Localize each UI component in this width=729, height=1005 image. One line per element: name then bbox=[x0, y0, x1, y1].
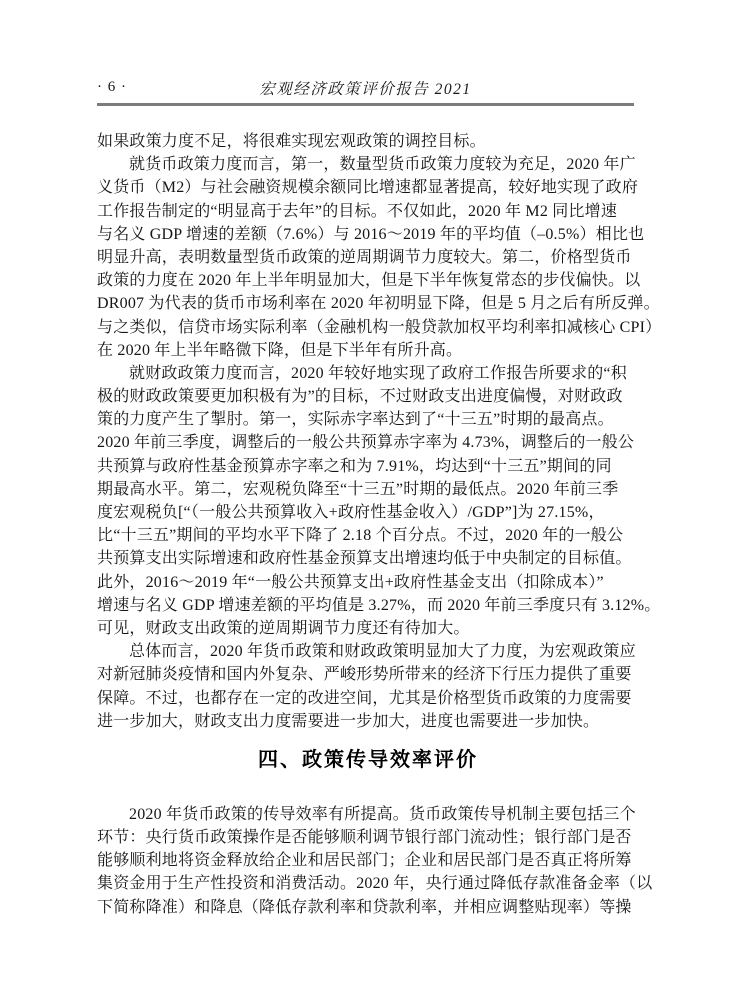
text-line: 增速与名义 GDP 增速差额的平均值是 3.27%，而 2020 年前三季度只有 3.12%。 bbox=[97, 596, 661, 614]
text-line: 与之类似，信贷市场实际利率（金融机构一般贷款加权平均利率扣减核心 CPI） bbox=[97, 318, 662, 336]
text-line: 可见，财政支出政策的逆周期调节力度还有待加大。 bbox=[97, 619, 470, 637]
text-line: 政策的力度在 2020 年上半年明显加大，但是下半年恢复常态的步伐偏快。以 bbox=[97, 272, 641, 290]
text-line: 能够顺利地将资金释放给企业和居民部门；企业和居民部门是否真正将所筹 bbox=[97, 852, 632, 870]
text-line: 2020 年货币政策的传导效率有所提高。货币政策传导机制主要包括三个 bbox=[129, 805, 636, 823]
page-body bbox=[97, 130, 662, 919]
report-title: 宏观经济政策评价报告 2021 bbox=[259, 81, 472, 98]
text-line: 2020 年前三季度，调整后的一般公共预算赤字率为 4.73%，调整后的一般公 bbox=[97, 434, 635, 452]
text-line: 共预算与政府性基金预算赤字率之和为 7.91%，均达到“十三五”期间的同 bbox=[97, 457, 612, 475]
text-line: 义货币（M2）与社会融资规模余额同比增速都显著提高，较好地实现了政府 bbox=[97, 179, 639, 197]
text-line: 与名义 GDP 增速的差额（7.6%）与 2016～2019 年的平均值（–0.5%）相比也 bbox=[97, 225, 645, 243]
text-line: 比“十三五”期间的平均水平下降了 2.18 个百分点。不过，2020 年的一般公 bbox=[97, 527, 624, 545]
text-line: 保障。不过，也都存在一定的改进空间，尤其是价格型货币政策的力度需要 bbox=[97, 689, 632, 707]
text-line: 期最高水平。第二，宏观税负降至“十三五”时期的最低点。2020 年前三季 bbox=[97, 480, 619, 498]
text-block-transmission-efficiency bbox=[97, 803, 653, 919]
text-line: 明显升高，表明数量型货币政策的逆周期调节力度较大。第二，价格型货币 bbox=[97, 248, 632, 266]
text-line: 环节：央行货币政策操作是否能够顺利调节银行部门流动性；银行部门是否 bbox=[97, 829, 632, 847]
text-line: 极的财政政策要更加积极有为”的目标，不过财政支出进度偏慢，对财政政 bbox=[97, 388, 623, 406]
text-line: 下简称降准）和降息（降低存款利率和贷款利率，并相应调整贴现率）等操 bbox=[97, 898, 632, 916]
text-block-monetary-fiscal-policy bbox=[97, 130, 662, 733]
text-line: 度宏观税负[“（一般公共预算收入+政府性基金收入）/GDP”]为 27.15%， bbox=[97, 504, 605, 521]
page-header bbox=[97, 77, 634, 99]
header-rule bbox=[97, 103, 634, 106]
text-line: 此外，2016～2019 年“一般公共预算支出+政府性基金支出（扣除成本）” bbox=[97, 573, 604, 591]
text-line: 在 2020 年上半年略微下降，但是下半年有所升高。 bbox=[97, 341, 463, 359]
text-line: 如果政策力度不足，将很难实现宏观政策的调控目标。 bbox=[97, 133, 486, 150]
text-line: 进一步加大，财政支出力度需要进一步加大，进度也需要进一步加快。 bbox=[97, 712, 600, 730]
text-line: DR007 为代表的货币市场利率在 2020 年初明显下降，但是 5 月之后有所反弹。 bbox=[97, 295, 660, 313]
text-line: 就货币政策力度而言，第一，数量型货币政策力度较为充足，2020 年广 bbox=[129, 156, 636, 174]
section-heading-policy-transmission: 四、政策传导效率评价 bbox=[258, 748, 478, 771]
text-line: 对新冠肺炎疫情和国内外复杂、严峻形势所带来的经济下行压力提供了重要 bbox=[97, 666, 632, 684]
text-line: 集资金用于生产性投资和消费活动。2020 年，央行通过降低存款准备金率（以 bbox=[97, 875, 653, 893]
text-line: 总体而言，2020 年货币政策和财政政策明显加大了力度，为宏观政策应 bbox=[129, 643, 636, 661]
text-line: 共预算支出实际增速和政府性基金预算支出增速均低于中央制定的目标值。 bbox=[97, 550, 632, 568]
text-line: 工作报告制定的“明显高于去年”的目标。不仅如此，2020 年 M2 同比增速 bbox=[97, 202, 618, 220]
page-number: · 6 · bbox=[97, 79, 127, 95]
text-line: 策的力度产生了掣肘。第一，实际赤字率达到了“十三五”时期的最高点。 bbox=[97, 411, 614, 429]
text-line: 就财政政策力度而言，2020 年较好地实现了政府工作报告所要求的“积 bbox=[129, 364, 627, 382]
